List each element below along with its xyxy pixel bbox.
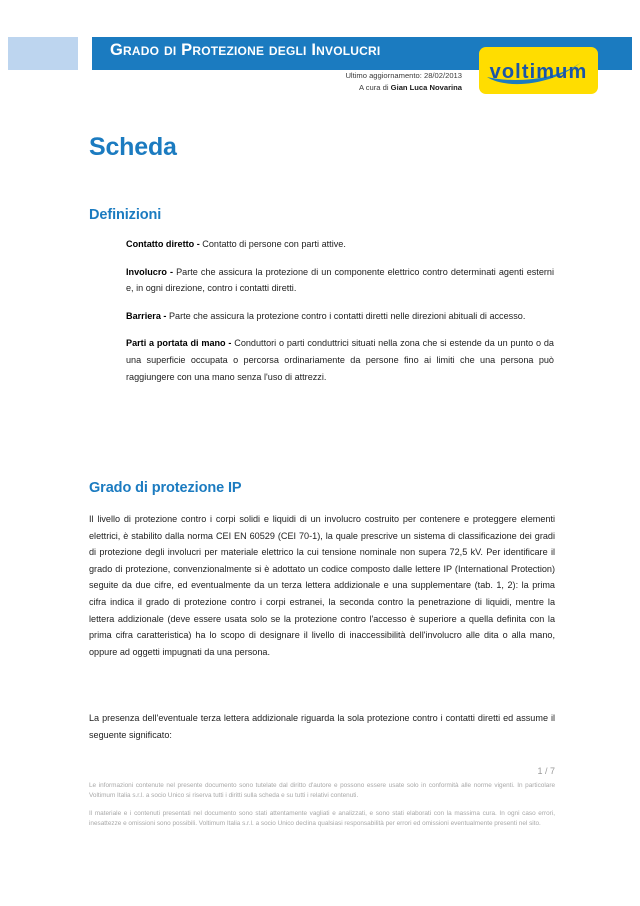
definition-term: Barriera -	[126, 310, 167, 321]
page-title: Scheda	[89, 133, 177, 161]
definitions-list	[126, 236, 554, 396]
header-metadata	[230, 70, 462, 93]
last-update-line	[230, 70, 462, 82]
voltimum-logo-graphic	[479, 47, 598, 94]
voltimum-logo[interactable]	[479, 47, 598, 94]
definition-term: Involucro -	[126, 266, 174, 277]
last-update-label: Ultimo aggiornamento:	[345, 71, 422, 80]
definition-item	[126, 264, 554, 297]
definition-item	[126, 335, 554, 385]
header-title: Grado di Protezione degli Involucri	[110, 41, 381, 59]
footer-disclaimer-copyright: Le informazioni contenute nel presente documento sono tutelate dal diritto d'autore e possono essere usate solo in conformità alle norme vigenti. In particolare Voltimum Italia s.r.l. a socio Unico si riserva tutti i diritti sulla scheda e su tutti i relativi contenuti.	[89, 782, 555, 799]
section-heading-grado-ip: Grado di protezione IP	[89, 480, 242, 496]
definition-text: Parte che assicura la protezione di un componente elettrico contro determinati agenti esterni e, in ogni direzione, contro i contatti diretti.	[126, 266, 554, 294]
body-paragraph: Il livello di protezione contro i corpi solidi e liquidi di un involucro costruito per contenere e proteggere elementi elettrici, è stabilito dalla norma CEI EN 60529 (CEI 70-1), la quale prescrive un sistema di classificazione dei gradi di protezione degli involucri per materiale elettrico la cui tensione nominale non supera 72,5 kV. Per identificare il grado di protezione, convenzionalmente si è adottato un codice composto dalle lettere IP (International Protection) seguite da due cifre, ed eventualmente da un terza lettera addizionale e una supplementare (tab. 1, 2): la prima cifra indica il grado di protezione contro i corpi estranei, la seconda contro la penetrazione di liquidi, mentre la lettera addizionale (deve essere usata solo se la protezione contro l'accesso è superiore a quella definita con la prima cifra caratteristica) ha lo scopo di designare il livello di inaccessibilità dell'involucro alle dita o alla mano, oppure ad oggetti impugnati da una persona.	[89, 514, 555, 657]
definition-text: Contatto di persone con parti attive.	[199, 239, 346, 249]
section-heading-definizioni: Definizioni	[89, 207, 162, 223]
grado-ip-body	[89, 511, 555, 660]
author-label: A cura di	[358, 82, 389, 92]
definition-term: Parti a portata di mano -	[126, 338, 232, 349]
definition-text: Parte che assicura la protezione contro i contatti diretti nelle direzioni abituali di accesso.	[166, 310, 526, 321]
page-footer	[89, 781, 555, 837]
header-accent-block	[8, 37, 78, 70]
author-line	[230, 82, 462, 94]
definition-item	[126, 308, 554, 325]
svg-text:voltimum: voltimum	[489, 61, 588, 83]
author-value: Gian Luca Novarina	[390, 82, 462, 92]
page-number: 1 / 7	[537, 766, 555, 776]
definition-item	[126, 236, 554, 253]
terza-lettera-body	[89, 710, 555, 743]
last-update-value: 28/02/2013	[423, 71, 462, 80]
footer-disclaimer-liability: Il materiale e i contenuti presentati nel documento sono stati attentamente vagliati e analizzati, e sono stati elaborati con la massima cura. In ogni caso errori, inesattezze e omissioni sono possibili. Voltimum Italia s.r.l. a socio Unico declina qualsiasi responsabilità per errori ed omissioni eventualmente presenti nel sito.	[89, 810, 555, 827]
page-header	[0, 0, 640, 120]
body-paragraph: La presenza dell'eventuale terza lettera addizionale riguarda la sola protezione contro i contatti diretti ed assume il seguente significato:	[89, 713, 555, 740]
definition-text: Conduttori o parti conduttrici situati nella zona che si estende da un punto o da una superficie occupata o percorsa ordinariamente da persone fino ai limiti che una persona può raggiungere con una mano senza l'uso di attrezzi.	[126, 338, 554, 382]
definition-term: Contatto diretto -	[126, 239, 200, 249]
